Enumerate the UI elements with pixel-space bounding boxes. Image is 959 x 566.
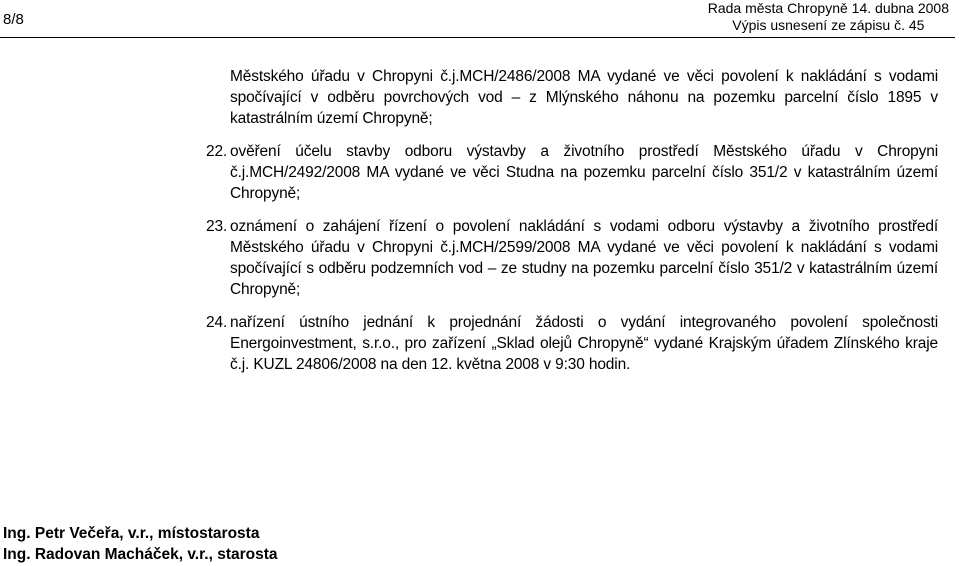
document-header [708,0,949,34]
signature-deputy-mayor: Ing. Petr Večeřa, v.r., místostarosta [3,525,260,542]
header-council-date: Rada města Chropyně 14. dubna 2008 [707,0,949,16]
list-item-number: 23. [206,218,228,235]
list-item-text: nařízení ústního jednání k projednání žádosti o vydání integrovaného povolení společnosti Energoinvestment, s.r.o., pro zařízení „Sklad olejů Chropyně“ vydané Krajským úřadem Zlínského kraje č.j. KUZL 24806/2008 na den 12. května 2008 v 9:30 hodin. [230,314,938,373]
signature-block [3,523,278,565]
list-item-number: 24. [206,314,228,331]
list-item-text: ověření účelu stavby odboru výstavby a životního prostředí Městského úřadu v Chropyni č.j.MCH/2492/2008 MA vydané ve věci Studna na pozemku parcelní číslo 351/2 v katastrálním území Chropyně; [230,143,938,202]
list-item-number: 22. [206,143,228,160]
page-number: 8/8 [3,11,24,28]
signature-mayor: Ing. Radovan Macháček, v.r., starosta [3,546,278,563]
list-item-24 [206,312,938,375]
header-rule [0,37,955,38]
list-item-23 [206,216,938,300]
list-item-text: oznámení o zahájení řízení o povolení nakládání s vodami odboru výstavby a životního prostředí Městského úřadu v Chropyni č.j.MCH/2599/2008 MA vydané ve věci povolení k nakládání s vodami spočívající s odběru podzemních vod – ze studny na pozemku parcelní číslo 351/2 v katastrálním území Chropyně; [230,218,938,298]
document-body [206,66,938,387]
list-item-22 [206,141,938,204]
continuation-paragraph: Městského úřadu v Chropyni č.j.MCH/2486/2008 MA vydané ve věci povolení k nakládání s vodami spočívající v odběru povrchových vod – z Mlýnského náhonu na pozemku parcelní číslo 1895 v katastrálním území Chropyně; [230,68,938,127]
header-minutes-title: Výpis usnesení ze zápisu č. 45 [732,17,925,33]
